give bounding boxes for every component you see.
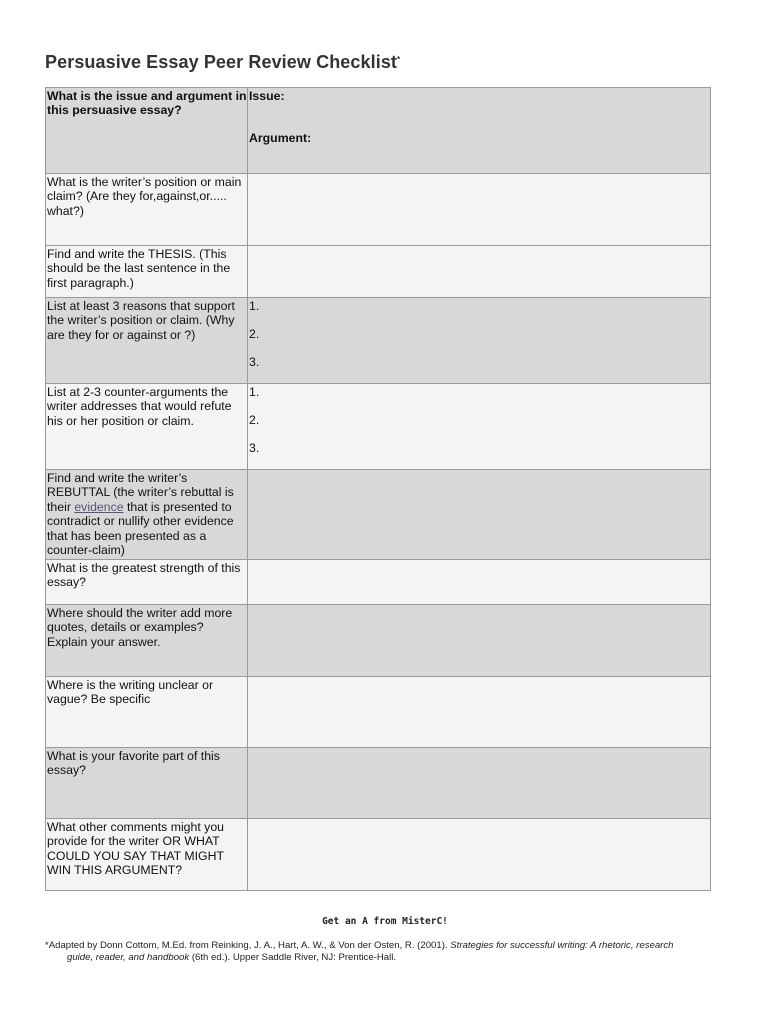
table-row bbox=[46, 560, 711, 605]
citation: *Adapted by Donn Cottom, M.Ed. from Reinking, J. A., Hart, A. W., & Von der Osten, R. (2001). Strategies for successful writing: A rhetoric, research guide, reader, and handbook (6th ed.). Upper Saddle River, NJ: Prentice-Hall. bbox=[45, 940, 674, 963]
question-cell: Find and write the THESIS. (This should be the last sentence in the first paragraph.) bbox=[46, 246, 248, 298]
list-item: 2. bbox=[249, 327, 260, 341]
argument-label: Argument: bbox=[249, 131, 312, 146]
table-row bbox=[46, 384, 711, 470]
table-row bbox=[46, 605, 711, 677]
question-cell: Where is the writing unclear or vague? Be specific bbox=[46, 677, 248, 748]
question-cell: What is the greatest strength of this essay? bbox=[46, 560, 248, 605]
answer-cell[interactable] bbox=[248, 174, 711, 246]
answer-cell[interactable] bbox=[248, 246, 711, 298]
question-cell: What is the issue and argument in this persuasive essay? bbox=[46, 88, 248, 174]
table-row bbox=[46, 246, 711, 298]
question-cell: What is the writer’s position or main claim? (Are they for,against,or..... what?) bbox=[46, 174, 248, 246]
evidence-link[interactable]: evidence bbox=[74, 499, 124, 514]
answer-cell[interactable] bbox=[248, 384, 711, 470]
table-row bbox=[46, 88, 711, 174]
question-cell: Where should the writer add more quotes, details or examples? Explain your answer. bbox=[46, 605, 248, 677]
list-item: 1. bbox=[249, 299, 260, 313]
question-cell: What is your favorite part of this essay? bbox=[46, 748, 248, 819]
list-item: 1. bbox=[249, 385, 260, 399]
question-cell: Find and write the writer’s REBUTTAL (the writer’s rebuttal is their evidence that is presented to contradict or nullify other evidence that has been presented as a counter-claim) bbox=[46, 470, 248, 560]
answer-cell[interactable] bbox=[248, 605, 711, 677]
table-row bbox=[46, 677, 711, 748]
answer-cell[interactable] bbox=[248, 677, 711, 748]
answer-cell[interactable] bbox=[248, 819, 711, 891]
answer-cell[interactable] bbox=[248, 748, 711, 819]
list-item: 2. bbox=[249, 413, 260, 427]
table-row bbox=[46, 748, 711, 819]
answer-cell[interactable] bbox=[248, 470, 711, 560]
table-row bbox=[46, 298, 711, 384]
question-cell: List at least 3 reasons that support the writer’s position or claim. (Why are they for or against or ?) bbox=[46, 298, 248, 384]
table-row bbox=[46, 174, 711, 246]
answer-cell[interactable] bbox=[248, 88, 711, 174]
footnote-mark: * bbox=[397, 55, 401, 64]
answer-cell[interactable] bbox=[248, 298, 711, 384]
footer-brand: Get an A from MisterC! bbox=[322, 916, 448, 927]
list-item: 3. bbox=[249, 441, 260, 455]
table-row bbox=[46, 819, 711, 891]
question-cell: List at 2-3 counter-arguments the writer addresses that would refute his or her position or claim. bbox=[46, 384, 248, 470]
page-title: Persuasive Essay Peer Review Checklist* bbox=[45, 52, 401, 72]
checklist-table bbox=[45, 87, 711, 891]
answer-cell[interactable] bbox=[248, 560, 711, 605]
question-cell: What other comments might you provide for the writer OR WHAT COULD YOU SAY THAT MIGHT WIN THIS ARGUMENT? bbox=[46, 819, 248, 891]
list-item: 3. bbox=[249, 355, 260, 369]
table-row bbox=[46, 470, 711, 560]
issue-label: Issue: bbox=[249, 89, 285, 103]
